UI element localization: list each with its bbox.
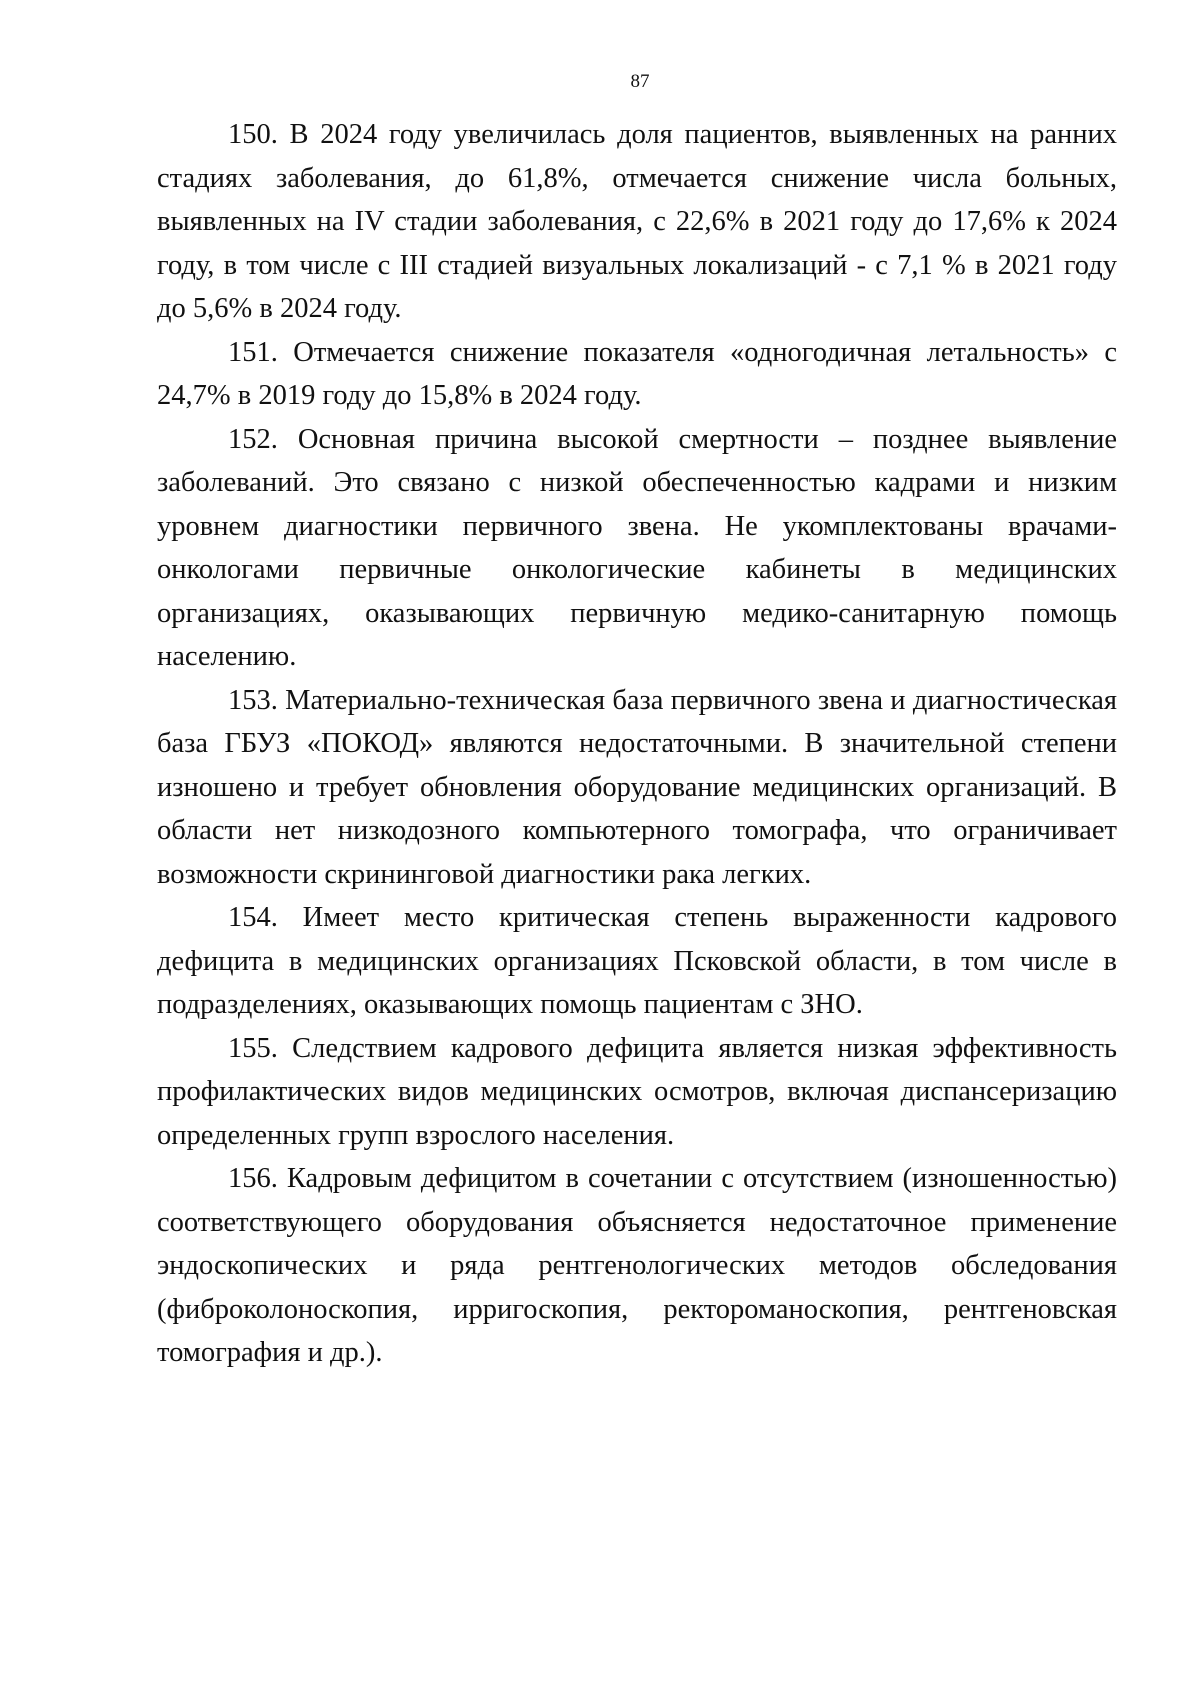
paragraph-154: 154. Имеет место критическая степень выраженности кадрового дефицита в медицинских организациях Псковской области, в том числе в подразделениях, оказывающих помощь пациентам с ЗНО. [157, 902, 1117, 1020]
paragraph-153: 153. Материально-техническая база первичного звена и диагностическая база ГБУЗ «ПОКОД» являются недостаточными. В значительной степени изношено и требует обновления оборудование медицинских организаций. В области нет низкодозного компьютерного томографа, что ограничивает возможности скрининговой диагностики рака легких. [157, 684, 1117, 890]
paragraph-156: 156. Кадровым дефицитом в сочетании с отсутствием (изношенностью) соответствующего оборудования объясняется недостаточное применение эндоскопических и ряда рентгенологических методов обследования (фиброколоноскопия, ирригоскопия, ректороманоскопия, рентгеновская томография и др.). [157, 1163, 1117, 1368]
paragraph-150: 150. В 2024 году увеличилась доля пациентов, выявленных на ранних стадиях заболевания, до 61,8%, отмечается снижение числа больных, выявленных на IV стадии заболевания, с 22,6% в 2021 году до 17,6% к 2024 году, в том числе с III стадией визуальных локализаций - с 7,1 % в 2021 году до 5,6% в 2024 году. [157, 119, 1117, 324]
paragraph-151: 151. Отмечается снижение показателя «одногодичная летальность» с 24,7% в 2019 году до 15,8% в 2024 году. [157, 336, 1117, 411]
paragraph-155: 155. Следствием кадрового дефицита является низкая эффективность профилактических видов медицинских осмотров, включая диспансеризацию определенных групп взрослого населения. [157, 1032, 1117, 1151]
document-body [157, 113, 1117, 1375]
paragraph-152: 152. Основная причина высокой смертности – позднее выявление заболеваний. Это связано с низкой обеспеченностью кадрами и низким уровнем диагностики первичного звена. Не укомплектованы врачами-онкологами первичные онкологические кабинеты в медицинских организациях, оказывающих первичную медико-санитарную помощь населению. [157, 423, 1117, 672]
page-number: 87 [630, 71, 650, 92]
